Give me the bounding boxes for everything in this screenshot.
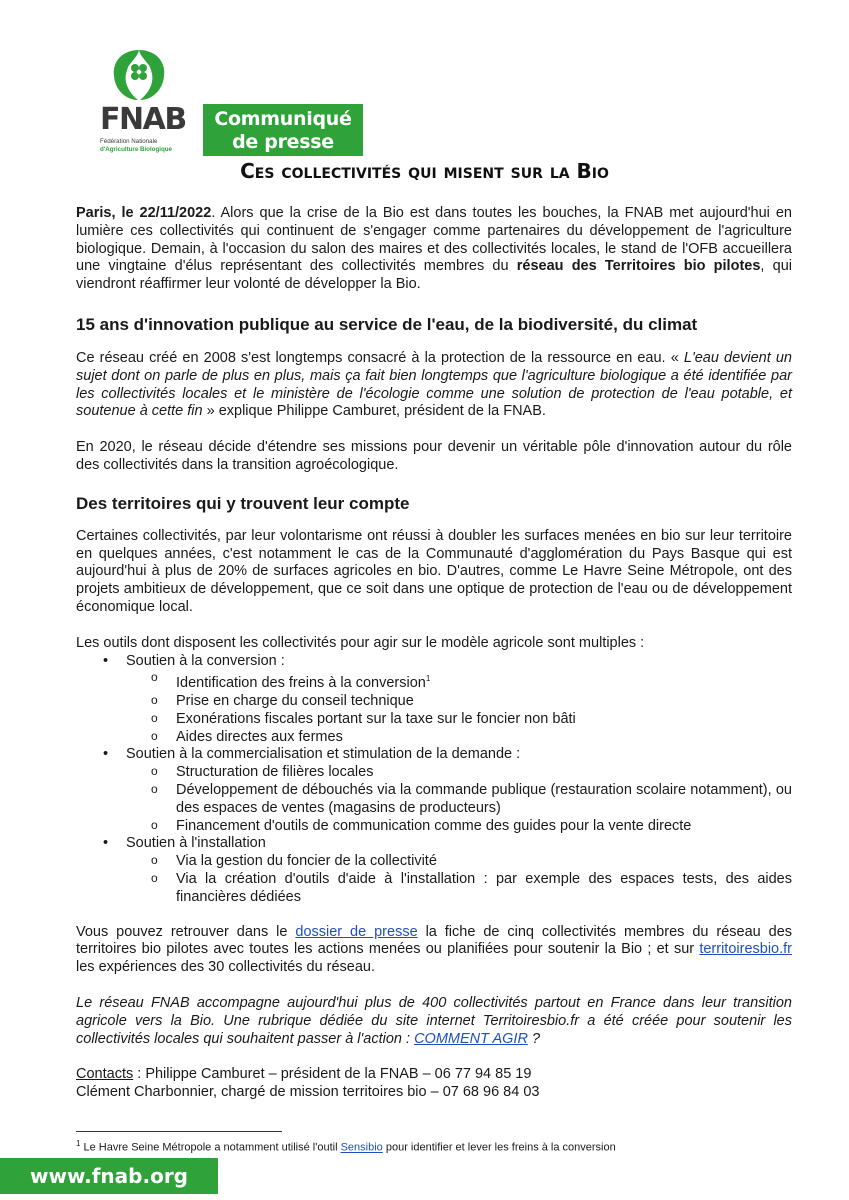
tools-list	[76, 653, 792, 907]
footnote-divider	[76, 1131, 282, 1132]
closing-a2: la fiche de cinq collectivités membres du réseau des territoires bio pilotes avec toutes les actions menées ou planifiées pour soutenir la Bio ; et sur	[76, 923, 793, 958]
list-item: o Prise en charge du conseil technique	[126, 693, 792, 711]
logo-subtitle	[100, 138, 186, 153]
document-body	[76, 205, 792, 1102]
list-item	[76, 835, 792, 906]
footnote	[76, 1137, 792, 1155]
footer-website[interactable]: www.fnab.org	[0, 1158, 218, 1194]
list-item: o Développement de débouchés via la commande publique (restauration scolaire notamment), ou des espaces de ventes (magasins de producteurs)	[126, 782, 792, 818]
s1-p1-end: » explique Philippe Camburet, président de la FNAB.	[202, 403, 546, 420]
intro-bold: réseau des Territoires bio pilotes	[516, 258, 761, 275]
list-item: o Aides directes aux fermes	[126, 729, 792, 747]
sub-list	[126, 853, 792, 906]
contacts	[76, 1066, 792, 1102]
intro-paragraph	[76, 205, 792, 294]
contact-line1: : Philippe Camburet – président de la FNAB – 06 77 94 85 19	[133, 1066, 532, 1083]
badge-line2: de presse	[232, 131, 334, 153]
territoiresbio-link[interactable]: territoiresbio.fr	[699, 941, 792, 958]
footnote-ref[interactable]: 1	[425, 674, 431, 684]
footnote-a: Le Havre Seine Métropole a notamment utilisé l'outil	[80, 1141, 341, 1154]
network-text: Le réseau FNAB accompagne aujourd'hui plus de 400 collectivités partout en France dans leur transition agricole vers la Bio. Une rubrique dédiée du site internet Territoiresbio.fr a été créée pour soutenir les collectivités locales qui souhaitent passer à l'action :	[76, 994, 792, 1047]
list-item: o Via la création d'outils d'aide à l'installation : par exemple des espaces tests, des aides financières dédiées	[126, 871, 792, 907]
intro-lead: Paris, le 22/11/2022	[76, 205, 212, 221]
network-end: ?	[527, 1030, 541, 1047]
intro-text1: . Alors que la crise de la Bio est dans toutes les bouches, la FNAB met aujourd'hui en lumière ces collectivités qui continuent de s'engager comme partenaires du développement de l'agriculture biologique. Demain, à l'occasion du salon des maires et des collectivités locales, le stand de l'OFB accueillera une vingtaine d'élus représentant des collectivités membres du	[76, 205, 792, 275]
press-kit-link[interactable]: dossier de presse	[295, 923, 418, 940]
list-item	[76, 653, 792, 747]
section2-heading: Des territoires qui y trouvent leur compte	[76, 493, 410, 513]
sub-list	[126, 764, 792, 835]
contact-line2: Clément Charbonnier, chargé de mission territoires bio – 07 68 96 84 03	[76, 1084, 540, 1101]
group-label-commercialisation: Soutien à la commercialisation et stimulation de la demande :	[126, 746, 521, 763]
group-label-conversion: Soutien à la conversion :	[126, 652, 285, 669]
list-item: o Structuration de filières locales	[126, 764, 792, 782]
footnote-mark: 1	[76, 1139, 81, 1148]
logo-sub-line2: d'Agriculture Biologique	[100, 145, 172, 153]
list-item	[126, 670, 792, 693]
list-item: o Financement d'outils de communication comme des guides pour la vente directe	[126, 818, 792, 836]
section1-heading: 15 ans d'innovation publique au service de l'eau, de la biodiversité, du climat	[76, 314, 698, 334]
footnote-b: pour identifier et lever les freins à la conversion	[382, 1141, 616, 1154]
closing-a3: les expériences des 30 collectivités du réseau.	[76, 959, 376, 976]
comment-agir-link[interactable]: COMMENT AGIR	[414, 1030, 528, 1047]
list-item: o Via la gestion du foncier de la collectivité	[126, 853, 792, 871]
list-item: o Exonérations fiscales portant sur la taxe sur le foncier non bâti	[126, 711, 792, 729]
section1-paragraph1	[76, 350, 792, 421]
network-paragraph	[76, 995, 792, 1048]
sub-list	[126, 670, 792, 746]
badge-line1: Communiqué	[214, 108, 352, 130]
item-text: Identification des freins à la conversion	[176, 675, 426, 692]
closing-paragraph	[76, 924, 792, 977]
closing-a1: Vous pouvez retrouver dans le	[76, 923, 296, 940]
group-label-installation: Soutien à l'installation	[126, 835, 266, 852]
logo-sub-line1: Fédération Nationale	[100, 138, 158, 145]
section1-paragraph2: En 2020, le réseau décide d'étendre ses missions pour devenir un véritable pôle d'innovation autour du rôle des collectivités dans la transition agroécologique.	[76, 439, 792, 473]
contacts-label: Contacts	[76, 1066, 134, 1083]
quote: L'eau devient un sujet dont on parle de plus en plus, mais ça fait bien longtemps que l'agriculture biologique a été identifiée par les collectivités locales et le ministère de l'écologie comme une solution de protection de l'eau potable, et soutenue à cette fin	[76, 349, 792, 420]
page-title: Ces collectivités qui misent sur la Bio	[240, 159, 609, 183]
section2-paragraph1: Certaines collectivités, par leur volontarisme ont réussi à doubler les surfaces menées en bio sur leur territoire en quelques années, c'est notamment le cas de la Communauté d'agglomération du Pays Basque qui est aujourd'hui à plus de 20% de surfaces agricoles en bio. D'autres, comme Le Havre Seine Métropole, ont des projets ambitieux de développement, que ce soit dans une optique de protection de l'eau ou de développement économique local.	[76, 527, 792, 615]
logo-name: FNAB	[100, 102, 186, 137]
press-release-badge	[203, 104, 363, 156]
s1-p1-start: Ce réseau créé en 2008 s'est longtemps consacré à la protection de la ressource en eau. «	[76, 349, 684, 366]
section2-paragraph2: Les outils dont disposent les collectivités pour agir sur le modèle agricole sont multiples :	[76, 634, 645, 651]
sensibio-link[interactable]: Sensibio	[340, 1141, 383, 1154]
list-item	[76, 746, 792, 835]
flower-leaf-icon	[104, 46, 174, 102]
intro-text2: , qui viendront réaffirmer leur volonté de développer la Bio.	[76, 258, 792, 293]
